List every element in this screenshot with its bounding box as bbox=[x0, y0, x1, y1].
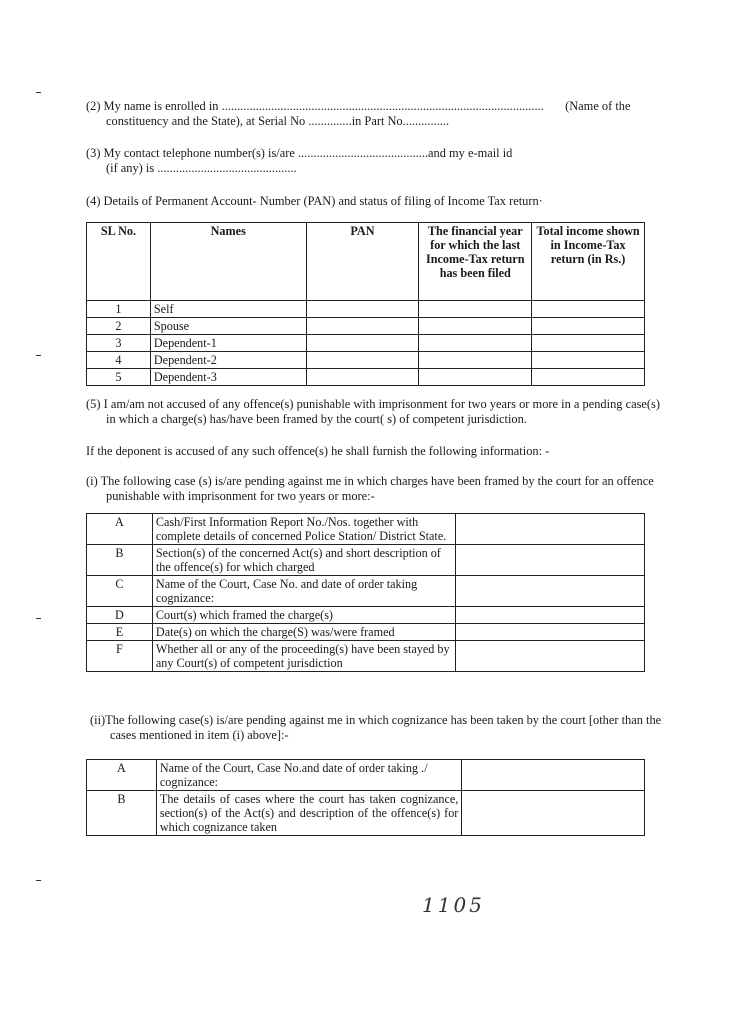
name-cell: Dependent-2 bbox=[150, 352, 306, 369]
margin-mark bbox=[36, 618, 41, 619]
row-label: The details of cases where the court has taken cognizance, section(s) of the Act(s) and description of the offence(s) for which cognizance taken bbox=[156, 791, 461, 836]
row-label: Whether all or any of the proceeding(s) have been stayed by any Court(s) of competent jurisdiction bbox=[152, 641, 456, 672]
pan-cell bbox=[306, 335, 419, 352]
table-row bbox=[87, 369, 645, 386]
row-key: A bbox=[87, 514, 153, 545]
sl-cell: 3 bbox=[87, 335, 151, 352]
row-value bbox=[462, 760, 645, 791]
table-row bbox=[87, 335, 645, 352]
item-2-enrollment bbox=[86, 99, 646, 129]
item-3-line1: (3) My contact telephone number(s) is/are ..........................................and my e-mail id bbox=[86, 146, 513, 160]
row-value bbox=[462, 791, 645, 836]
sl-cell: 4 bbox=[87, 352, 151, 369]
col-total-income: Total income shown in Income-Tax return (in Rs.) bbox=[532, 223, 645, 301]
name-cell: Dependent-1 bbox=[150, 335, 306, 352]
margin-mark bbox=[36, 355, 41, 356]
col-pan: PAN bbox=[306, 223, 419, 301]
income-cell bbox=[532, 335, 645, 352]
row-label: Name of the Court, Case No.and date of order taking ./ cognizance: bbox=[156, 760, 461, 791]
pan-cell bbox=[306, 318, 419, 335]
pan-table bbox=[86, 222, 645, 386]
pan-cell bbox=[306, 301, 419, 318]
row-value bbox=[456, 624, 645, 641]
row-label: Name of the Court, Case No. and date of order taking cognizance: bbox=[152, 576, 456, 607]
name-cell: Dependent-3 bbox=[150, 369, 306, 386]
margin-mark bbox=[36, 92, 41, 93]
charges-table bbox=[86, 513, 645, 672]
row-value bbox=[456, 641, 645, 672]
sl-cell: 5 bbox=[87, 369, 151, 386]
year-cell bbox=[419, 369, 532, 386]
income-cell bbox=[532, 369, 645, 386]
year-cell bbox=[419, 301, 532, 318]
income-cell bbox=[532, 301, 645, 318]
row-value bbox=[456, 514, 645, 545]
item-3-contact bbox=[86, 146, 646, 176]
item-2-line1: (2) My name is enrolled in ........................................................................................................ bbox=[86, 99, 544, 113]
table-row bbox=[87, 624, 645, 641]
signature-initials: 1105 bbox=[422, 893, 485, 917]
pan-cell bbox=[306, 369, 419, 386]
row-value bbox=[456, 545, 645, 576]
table-row bbox=[87, 545, 645, 576]
table-row bbox=[87, 760, 645, 791]
year-cell bbox=[419, 318, 532, 335]
table-row bbox=[87, 576, 645, 607]
table-row bbox=[87, 301, 645, 318]
deponent-instruction: If the deponent is accused of any such offence(s) he shall furnish the following information: - bbox=[86, 444, 550, 458]
row-value bbox=[456, 607, 645, 624]
row-key: B bbox=[87, 545, 153, 576]
year-cell bbox=[419, 335, 532, 352]
income-cell bbox=[532, 352, 645, 369]
sl-cell: 2 bbox=[87, 318, 151, 335]
cognizance-table bbox=[86, 759, 645, 836]
row-key: F bbox=[87, 641, 153, 672]
item-2-line2: constituency and the State), at Serial No ..............in Part No............... bbox=[106, 114, 450, 128]
table-row bbox=[87, 791, 645, 836]
item-3-line2: (if any) is ............................................. bbox=[106, 161, 297, 175]
pan-cell bbox=[306, 352, 419, 369]
pan-table-header bbox=[87, 223, 645, 301]
sl-cell: 1 bbox=[87, 301, 151, 318]
table-row bbox=[87, 607, 645, 624]
table-row bbox=[87, 352, 645, 369]
row-label: Cash/First Information Report No./Nos. together with complete details of concerned Police Station/ District State. bbox=[152, 514, 456, 545]
income-cell bbox=[532, 318, 645, 335]
row-label: Section(s) of the concerned Act(s) and short description of the offence(s) for which charged bbox=[152, 545, 456, 576]
margin-mark bbox=[36, 880, 41, 881]
row-label: Date(s) on which the charge(S) was/were framed bbox=[152, 624, 456, 641]
item-4-heading: (4) Details of Permanent Account- Number (PAN) and status of filing of Income Tax return· bbox=[86, 194, 543, 208]
name-cell: Self bbox=[150, 301, 306, 318]
row-key: B bbox=[87, 791, 157, 836]
item-5-accusation: (5) I am/am not accused of any offence(s) punishable with imprisonment for two years or more in a pending case(s) in which a charge(s) has/have been framed by the court( s) of competent jurisdiction. bbox=[86, 397, 660, 426]
row-key: A bbox=[87, 760, 157, 791]
case-ii-intro: (ii)The following case(s) is/are pending against me in which cognizance has been taken by the court [other than the cases mentioned in item (i) above]:- bbox=[90, 713, 662, 742]
col-sl-no: SL No. bbox=[87, 223, 151, 301]
item-2-line1-end: (Name of the bbox=[565, 99, 631, 113]
row-key: C bbox=[87, 576, 153, 607]
table-row bbox=[87, 514, 645, 545]
case-i-intro: (i) The following case (s) is/are pending against me in which charges have been framed by the court for an offence punishable with imprisonment for two years or more:- bbox=[86, 474, 654, 503]
row-label: Court(s) which framed the charge(s) bbox=[152, 607, 456, 624]
year-cell bbox=[419, 352, 532, 369]
row-key: E bbox=[87, 624, 153, 641]
name-cell: Spouse bbox=[150, 318, 306, 335]
table-row bbox=[87, 641, 645, 672]
table-row bbox=[87, 318, 645, 335]
col-financial-year: The financial year for which the last Income-Tax return has been filed bbox=[419, 223, 532, 301]
col-names: Names bbox=[150, 223, 306, 301]
row-key: D bbox=[87, 607, 153, 624]
row-value bbox=[456, 576, 645, 607]
